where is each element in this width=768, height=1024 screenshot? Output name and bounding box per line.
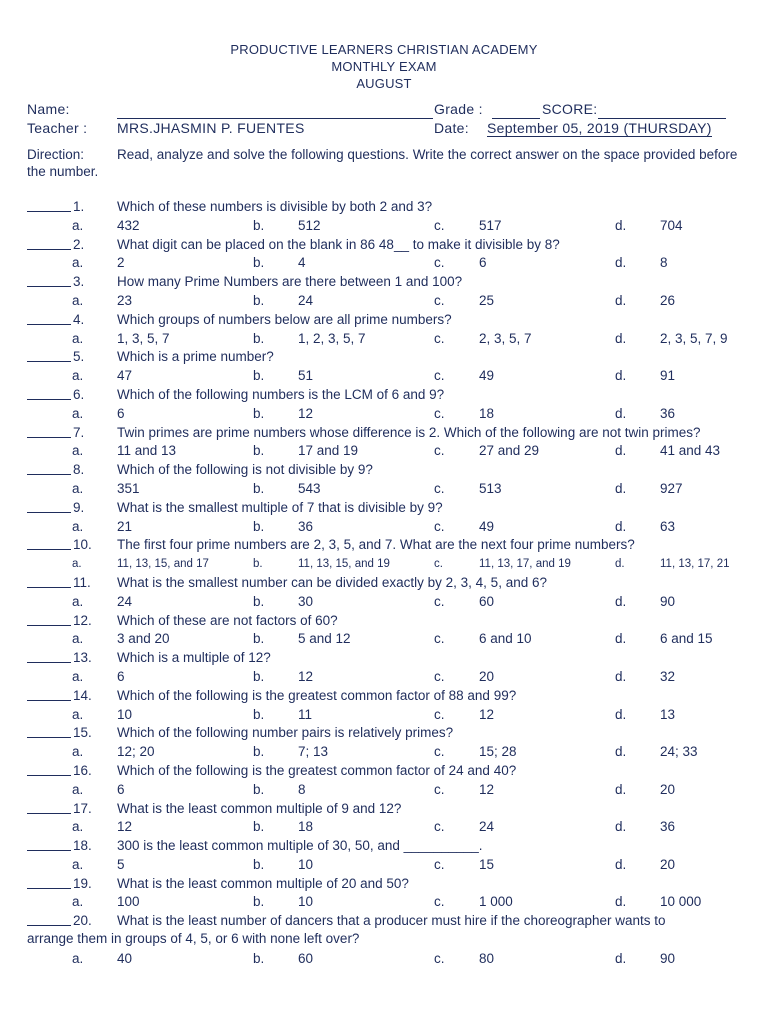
option-letter-a: a. — [72, 856, 84, 872]
option-c: 49 — [479, 518, 495, 534]
option-letter-c: c. — [434, 558, 443, 571]
option-c: 11, 13, 17, and 19 — [479, 558, 571, 571]
option-letter-d: d. — [615, 706, 627, 722]
option-b: 5 and 12 — [298, 631, 351, 647]
answer-blank[interactable] — [27, 211, 71, 212]
answer-blank[interactable] — [27, 361, 71, 362]
question-number: 19. — [73, 875, 92, 891]
date-label: Date: — [434, 120, 469, 136]
direction-text: Read, analyze and solve the following questions. Write the correct answer on the space provided before the number. — [27, 147, 738, 179]
option-letter-c: c. — [434, 518, 445, 534]
option-letter-a: a. — [72, 405, 84, 421]
option-a: 100 — [117, 894, 140, 910]
question-line — [0, 649, 768, 668]
option-c: 513 — [479, 480, 502, 496]
question-line — [0, 311, 768, 330]
option-c: 20 — [479, 668, 495, 684]
name-field[interactable] — [117, 118, 433, 119]
option-letter-d: d. — [615, 443, 627, 459]
option-letter-a: a. — [72, 558, 82, 571]
option-letter-c: c. — [434, 292, 445, 308]
option-letter-b: b. — [253, 443, 265, 459]
teacher-value: MRS.JHASMIN P. FUENTES — [117, 120, 305, 136]
option-d: 927 — [660, 480, 683, 496]
option-letter-c: c. — [434, 781, 445, 797]
option-d: 63 — [660, 518, 676, 534]
question-number: 13. — [73, 650, 92, 666]
question-text: Which of the following is not divisible by 9? — [117, 462, 373, 478]
options-row — [0, 818, 768, 837]
options-row — [0, 555, 768, 574]
option-d: 8 — [660, 255, 668, 271]
option-letter-d: d. — [615, 217, 627, 233]
option-a: 12 — [117, 819, 133, 835]
question-text: What is the least common multiple of 20 and 50? — [117, 875, 409, 891]
option-letter-d: d. — [615, 480, 627, 496]
question-line — [0, 762, 768, 781]
question-line — [0, 236, 768, 255]
option-b: 11 — [298, 706, 313, 722]
question-line — [0, 424, 768, 443]
question-text: Which is a prime number? — [117, 349, 274, 365]
option-b: 543 — [298, 480, 321, 496]
option-c: 15; 28 — [479, 744, 517, 760]
question-number: 15. — [73, 725, 92, 741]
option-d: 36 — [660, 405, 676, 421]
option-d: 24; 33 — [660, 744, 698, 760]
question-text: What is the smallest multiple of 7 that is divisible by 9? — [117, 499, 443, 515]
options-row — [0, 856, 768, 875]
option-letter-a: a. — [72, 443, 84, 459]
option-letter-a: a. — [72, 706, 84, 722]
option-letter-b: b. — [253, 405, 265, 421]
exam-title: MONTHLY EXAM — [331, 59, 437, 74]
question-number: 20. — [73, 913, 92, 929]
option-b: 18 — [298, 819, 314, 835]
question-line — [0, 724, 768, 743]
option-letter-d: d. — [615, 894, 627, 910]
score-label: SCORE: — [542, 101, 598, 117]
option-c: 49 — [479, 368, 495, 384]
option-letter-b: b. — [253, 894, 265, 910]
option-letter-a: a. — [72, 292, 84, 308]
option-d: 20 — [660, 781, 676, 797]
options-row — [0, 405, 768, 424]
question-number: 1. — [73, 199, 85, 214]
options-row — [0, 893, 768, 912]
option-letter-a: a. — [72, 480, 84, 496]
question-number: 8. — [73, 462, 85, 478]
question-text: Which of the following number pairs is relatively primes? — [117, 725, 454, 741]
option-letter-c: c. — [434, 856, 445, 872]
question-line — [0, 800, 768, 819]
option-c: 18 — [479, 405, 495, 421]
answer-blank[interactable] — [27, 286, 71, 287]
option-d: 41 and 43 — [660, 443, 721, 459]
options-row — [0, 442, 768, 461]
question-list — [0, 198, 768, 969]
answer-blank[interactable] — [27, 587, 71, 588]
option-c: 6 and 10 — [479, 631, 532, 647]
question-text: Which of the following numbers is the LCM of 6 and 9? — [117, 386, 445, 402]
option-letter-c: c. — [434, 443, 445, 459]
question-number: 11. — [73, 574, 91, 590]
option-letter-c: c. — [434, 631, 445, 647]
option-letter-b: b. — [253, 781, 265, 797]
option-a: 21 — [117, 518, 133, 534]
question-number: 14. — [73, 687, 92, 703]
option-b: 1, 2, 3, 5, 7 — [298, 330, 366, 346]
option-c: 6 — [479, 255, 487, 271]
option-letter-a: a. — [72, 631, 84, 647]
option-a: 40 — [117, 950, 133, 966]
options-row — [0, 217, 768, 236]
option-b: 51 — [298, 368, 314, 384]
option-a: 6 — [117, 405, 125, 421]
options-row — [0, 518, 768, 537]
option-d: 2, 3, 5, 7, 9 — [660, 330, 728, 346]
option-letter-c: c. — [434, 668, 445, 684]
question-text: What is the least number of dancers that a producer must hire if the choreographer wants to — [117, 913, 666, 929]
option-c: 1 000 — [479, 894, 513, 910]
answer-blank[interactable] — [27, 324, 71, 325]
school-name: PRODUCTIVE LEARNERS CHRISTIAN ACADEMY — [230, 42, 538, 57]
option-letter-a: a. — [72, 781, 84, 797]
option-a: 351 — [117, 480, 140, 496]
option-letter-a: a. — [72, 518, 84, 534]
question-text: Which groups of numbers below are all prime numbers? — [117, 311, 452, 327]
question-text: Which of these are not factors of 60? — [117, 612, 338, 628]
question-text: What is the least common multiple of 9 and 12? — [117, 800, 402, 816]
option-letter-d: d. — [615, 405, 627, 421]
option-letter-b: b. — [253, 558, 263, 571]
option-letter-c: c. — [434, 255, 445, 271]
option-letter-b: b. — [253, 480, 265, 496]
answer-blank[interactable] — [27, 775, 71, 776]
option-letter-c: c. — [434, 744, 445, 760]
question-text: Which of the following is the greatest common factor of 88 and 99? — [117, 687, 517, 703]
option-letter-a: a. — [72, 668, 84, 684]
option-a: 3 and 20 — [117, 631, 170, 647]
option-a: 10 — [117, 706, 133, 722]
option-c: 27 and 29 — [479, 443, 540, 459]
option-b: 7; 13 — [298, 744, 329, 760]
option-c: 12 — [479, 706, 495, 722]
option-letter-d: d. — [615, 558, 625, 571]
option-a: 2 — [117, 255, 125, 271]
option-letter-d: d. — [615, 781, 627, 797]
question-number: 6. — [73, 386, 85, 402]
option-letter-a: a. — [72, 894, 84, 910]
option-c: 60 — [479, 593, 495, 609]
option-letter-b: b. — [253, 593, 265, 609]
option-b: 11, 13, 15, and 19 — [298, 558, 390, 571]
option-letter-d: d. — [615, 292, 627, 308]
name-label: Name: — [27, 101, 70, 117]
option-letter-a: a. — [72, 593, 84, 609]
score-field[interactable] — [598, 118, 726, 119]
option-letter-d: d. — [615, 950, 627, 966]
question-line — [0, 687, 768, 706]
question-text: How many Prime Numbers are there between 1 and 100? — [117, 274, 463, 290]
question-number: 10. — [73, 537, 92, 553]
option-letter-b: b. — [253, 255, 265, 271]
question-line — [0, 348, 768, 367]
option-d: 20 — [660, 856, 676, 872]
option-d: 6 and 15 — [660, 631, 713, 647]
answer-blank[interactable] — [27, 850, 71, 851]
answer-blank[interactable] — [27, 662, 71, 663]
option-letter-c: c. — [434, 819, 445, 835]
option-letter-b: b. — [253, 706, 265, 722]
option-c: 15 — [479, 856, 495, 872]
question-number: 7. — [73, 424, 85, 440]
options-row — [0, 743, 768, 762]
answer-blank[interactable] — [27, 512, 71, 513]
option-letter-a: a. — [72, 744, 84, 760]
option-letter-d: d. — [615, 330, 627, 346]
option-letter-b: b. — [253, 668, 265, 684]
question-number: 4. — [73, 311, 85, 327]
answer-blank[interactable] — [27, 474, 71, 475]
options-row — [0, 330, 768, 349]
option-a: 1, 3, 5, 7 — [117, 330, 170, 346]
option-letter-c: c. — [434, 593, 445, 609]
option-d: 90 — [660, 950, 676, 966]
question-line — [0, 198, 768, 217]
question-number: 5. — [73, 349, 85, 365]
answer-blank[interactable] — [27, 549, 71, 550]
question-text: What digit can be placed on the blank in 86 48__ to make it divisible by 8? — [117, 236, 560, 252]
question-text-continuation: arrange them in groups of 4, 5, or 6 with none left over? — [27, 931, 360, 947]
question-line — [0, 536, 768, 555]
option-b: 12 — [298, 405, 314, 421]
option-b: 17 and 19 — [298, 443, 359, 459]
date-value: September 05, 2019 (THURSDAY) — [487, 120, 712, 136]
option-c: 2, 3, 5, 7 — [479, 330, 532, 346]
option-letter-d: d. — [615, 631, 627, 647]
question-line — [0, 273, 768, 292]
option-a: 432 — [117, 217, 140, 233]
question-line — [0, 612, 768, 631]
option-letter-c: c. — [434, 405, 445, 421]
options-row — [0, 781, 768, 800]
options-row — [0, 367, 768, 386]
grade-label: Grade : — [434, 101, 483, 117]
option-d: 26 — [660, 292, 676, 308]
option-a: 11 and 13 — [117, 443, 177, 459]
answer-blank[interactable] — [27, 249, 71, 250]
option-a: 24 — [117, 593, 133, 609]
question-number: 18. — [73, 838, 92, 854]
option-letter-d: d. — [615, 593, 627, 609]
question-text: Which of these numbers is divisible by both 2 and 3? — [117, 199, 433, 214]
grade-field[interactable] — [492, 118, 540, 119]
options-row — [0, 254, 768, 273]
question-text: 300 is the least common multiple of 30, 50, and __________. — [117, 838, 483, 854]
option-letter-a: a. — [72, 217, 84, 233]
answer-blank[interactable] — [27, 625, 71, 626]
question-text: Which of the following is the greatest common factor of 24 and 40? — [117, 762, 517, 778]
question-line — [0, 461, 768, 480]
option-letter-c: c. — [434, 950, 445, 966]
answer-blank[interactable] — [27, 925, 71, 926]
option-letter-c: c. — [434, 480, 445, 496]
option-a: 23 — [117, 292, 133, 308]
option-d: 704 — [660, 217, 683, 233]
question-line — [0, 912, 768, 931]
option-letter-b: b. — [253, 292, 265, 308]
question-text: Which is a multiple of 12? — [117, 650, 271, 666]
question-text: The first four prime numbers are 2, 3, 5, and 7. What are the next four prime numbers? — [117, 537, 635, 553]
answer-blank[interactable] — [27, 813, 71, 814]
option-letter-a: a. — [72, 950, 84, 966]
option-c: 24 — [479, 819, 495, 835]
option-letter-d: d. — [615, 255, 627, 271]
question-line — [0, 499, 768, 518]
option-letter-c: c. — [434, 217, 445, 233]
option-letter-c: c. — [434, 894, 445, 910]
question-line — [0, 574, 768, 593]
answer-blank[interactable] — [27, 888, 71, 889]
option-letter-b: b. — [253, 518, 265, 534]
option-letter-a: a. — [72, 819, 84, 835]
option-b: 8 — [298, 781, 306, 797]
options-row — [0, 480, 768, 499]
options-row — [0, 706, 768, 725]
question-number: 12. — [73, 612, 92, 628]
options-row — [0, 630, 768, 649]
option-c: 12 — [479, 781, 495, 797]
direction-label: Direction: — [27, 147, 85, 162]
option-c: 517 — [479, 217, 502, 233]
option-b: 60 — [298, 950, 314, 966]
option-b: 10 — [298, 856, 314, 872]
option-letter-a: a. — [72, 255, 84, 271]
option-a: 47 — [117, 368, 133, 384]
option-letter-b: b. — [253, 819, 265, 835]
option-letter-a: a. — [72, 368, 84, 384]
option-letter-c: c. — [434, 330, 445, 346]
option-d: 91 — [660, 368, 676, 384]
option-b: 4 — [298, 255, 306, 271]
option-letter-d: d. — [615, 668, 627, 684]
question-number: 17. — [73, 800, 92, 816]
option-c: 80 — [479, 950, 495, 966]
option-d: 32 — [660, 668, 676, 684]
option-letter-b: b. — [253, 856, 265, 872]
option-letter-b: b. — [253, 631, 265, 647]
option-letter-d: d. — [615, 744, 627, 760]
question-number: 3. — [73, 274, 85, 290]
option-letter-d: d. — [615, 368, 627, 384]
option-letter-d: d. — [615, 518, 627, 534]
option-b: 24 — [298, 292, 314, 308]
options-row — [0, 292, 768, 311]
options-row — [0, 950, 768, 969]
option-b: 30 — [298, 593, 314, 609]
option-letter-b: b. — [253, 950, 265, 966]
option-a: 6 — [117, 668, 125, 684]
option-a: 6 — [117, 781, 125, 797]
option-b: 12 — [298, 668, 314, 684]
question-line — [0, 837, 768, 856]
option-letter-a: a. — [72, 330, 84, 346]
option-d: 90 — [660, 593, 676, 609]
answer-blank[interactable] — [27, 399, 71, 400]
answer-blank[interactable] — [27, 737, 71, 738]
option-letter-b: b. — [253, 368, 265, 384]
question-text: What is the smallest number can be divided exactly by 2, 3, 4, 5, and 6? — [117, 574, 547, 590]
question-text: Twin primes are prime numbers whose difference is 2. Which of the following are not twin primes? — [117, 424, 701, 440]
option-letter-d: d. — [615, 856, 627, 872]
question-line — [0, 875, 768, 894]
option-letter-d: d. — [615, 819, 627, 835]
question-line — [0, 386, 768, 405]
option-b: 10 — [298, 894, 314, 910]
question-number: 9. — [73, 499, 85, 515]
exam-month: AUGUST — [356, 76, 412, 91]
option-letter-c: c. — [434, 368, 445, 384]
direction — [27, 146, 742, 180]
answer-blank[interactable] — [27, 700, 71, 701]
option-d: 13 — [660, 706, 676, 722]
option-b: 512 — [298, 217, 321, 233]
option-letter-b: b. — [253, 330, 265, 346]
option-d: 10 000 — [660, 894, 702, 910]
option-letter-b: b. — [253, 217, 265, 233]
question-number: 16. — [73, 762, 92, 778]
option-a: 11, 13, 15, and 17 — [117, 558, 209, 571]
option-a: 5 — [117, 856, 125, 872]
option-letter-b: b. — [253, 744, 265, 760]
option-a: 12; 20 — [117, 744, 155, 760]
option-c: 25 — [479, 292, 495, 308]
question-number: 2. — [73, 236, 85, 252]
options-row — [0, 668, 768, 687]
options-row — [0, 593, 768, 612]
option-d: 36 — [660, 819, 676, 835]
option-b: 36 — [298, 518, 314, 534]
teacher-label: Teacher : — [27, 120, 88, 136]
answer-blank[interactable] — [27, 437, 71, 438]
option-letter-c: c. — [434, 706, 445, 722]
option-d: 11, 13, 17, 21 — [660, 558, 730, 571]
